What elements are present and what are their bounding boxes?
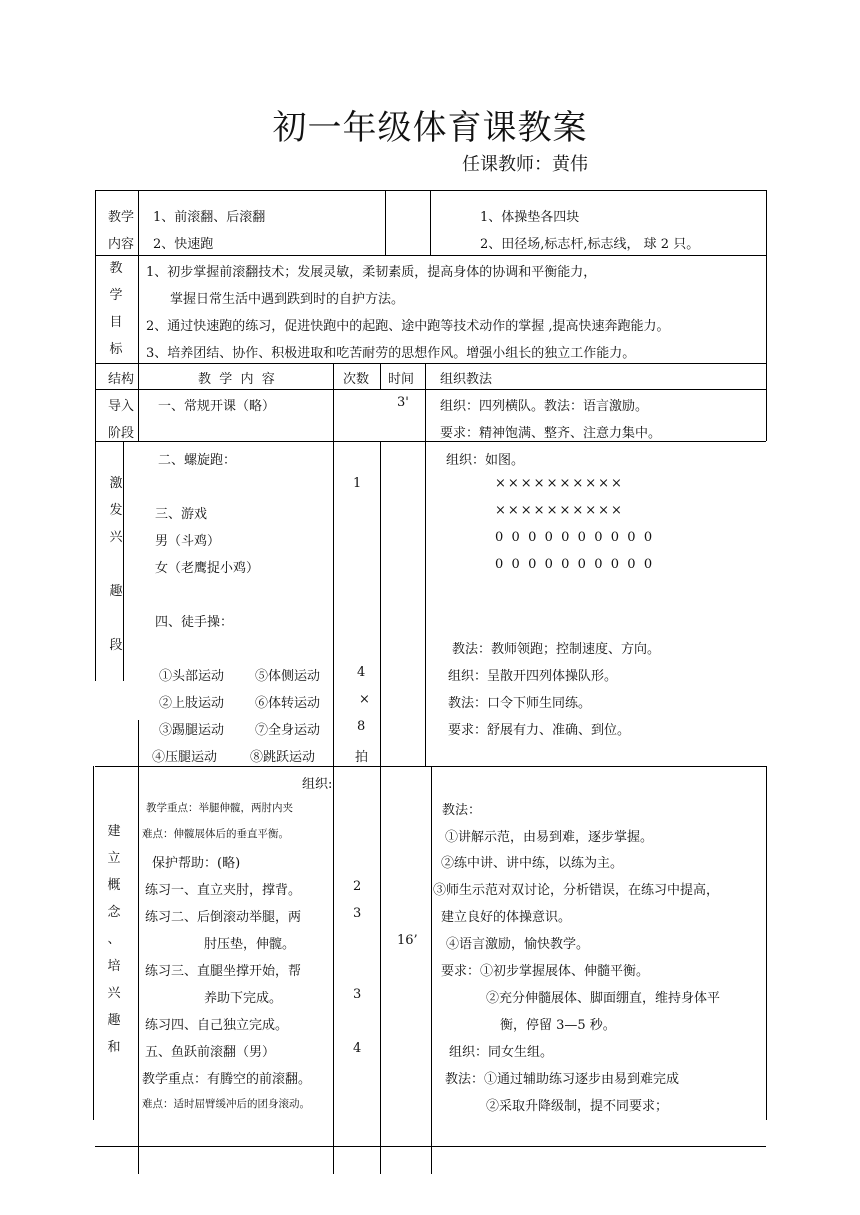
count: × xyxy=(359,692,370,707)
method-line: 组织：同女生组。 xyxy=(449,1045,554,1060)
method-line: 要求：舒展有力、准确、到位。 xyxy=(448,723,631,738)
intro-label-2: 阶段 xyxy=(108,426,135,441)
intro-method: 组织：四列横队。教法：语言激励。 xyxy=(440,399,649,414)
content-item: 2、快速跑 xyxy=(153,237,214,252)
objective-line: 1、初步掌握前滚翻技术；发展灵敏，柔韧素质，提高身体的协调和平衡能力， xyxy=(146,265,597,280)
count: 3 xyxy=(353,906,362,921)
method-line: 组织：呈散开四列体操队形。 xyxy=(448,669,618,684)
warmup-freehand: 四、徒手操： xyxy=(155,615,234,630)
exercise-item: ⑤体侧运动 xyxy=(255,669,321,684)
method-line: 组织：如图。 xyxy=(446,453,525,468)
method-line: 教法： xyxy=(442,803,482,818)
exercise: 练习二、后倒滚动举腿，两 xyxy=(145,910,302,925)
method-line: ②采取升降级制，提不同要求； xyxy=(486,1099,669,1114)
intro-time: 3' xyxy=(397,395,409,410)
method-line: 衡，停留 3—5 秒。 xyxy=(500,1018,616,1033)
protection: 保护帮助：(略) xyxy=(152,856,241,871)
warmup-label: 激 发 兴 趣 段 xyxy=(109,476,123,653)
header-method: 组织教法 xyxy=(440,372,493,387)
objectives-label: 教 学 目 标 xyxy=(109,261,123,357)
warmup-girls: 女（老鹰捉小鸡） xyxy=(155,561,260,576)
exercise-item: ⑧跳跃运动 xyxy=(250,750,316,765)
method-line: ②充分伸髓展体、脚面绷直，维持身体平 xyxy=(486,991,721,1006)
header-structure: 结构 xyxy=(108,372,135,387)
main-org: 组织: xyxy=(302,777,333,792)
method-line: 要求：①初步掌握展体、伸髓平衡。 xyxy=(441,964,650,979)
exercise-item: ⑦全身运动 xyxy=(255,723,321,738)
method-line: ②练中讲、讲中练，以练为主。 xyxy=(441,856,624,871)
exercise-item: ⑥体转运动 xyxy=(255,696,321,711)
method-line: 教法：教师领跑；控制速度、方向。 xyxy=(452,642,661,657)
main-label: 建 立 概 念 、 培 兴 趣 和 xyxy=(107,824,121,1055)
difficulty: 难点：适时屈臂缓冲后的团身滚动。 xyxy=(142,1098,310,1110)
count: 4 xyxy=(357,665,366,680)
header-count: 次数 xyxy=(343,372,370,387)
exercise: 养助下完成。 xyxy=(204,991,283,1006)
count: 2 xyxy=(353,879,362,894)
formation-row: ×××××××××× xyxy=(495,476,624,491)
method-line: ①讲解示范，由易到难，逐步掌握。 xyxy=(445,830,654,845)
exercise: 练习四、自己独立完成。 xyxy=(145,1018,289,1033)
exercise-item: ①头部运动 xyxy=(159,669,225,684)
count: 3 xyxy=(353,987,362,1002)
teacher-name: 任课教师：黄伟 xyxy=(462,154,588,175)
content-label: 教学 xyxy=(108,210,135,225)
method-line: ④语言激励，愉快教学。 xyxy=(446,937,590,952)
exercise-item: ③踢腿运动 xyxy=(159,723,225,738)
header-time: 时间 xyxy=(388,372,415,387)
count: 8 xyxy=(357,719,366,734)
intro-method: 要求：精神饱满、整齐、注意力集中。 xyxy=(440,426,662,441)
content-item: 1、前滚翻、后滚翻 xyxy=(153,210,266,225)
count: 1 xyxy=(353,476,362,491)
formation-row: 0 0 0 0 0 0 0 0 0 0 xyxy=(495,530,653,545)
main-time: 16’ xyxy=(397,933,418,948)
equipment-item: 1、体操垫各四块 xyxy=(480,210,580,225)
formation-row: 0 0 0 0 0 0 0 0 0 0 xyxy=(495,557,653,572)
count: 4 xyxy=(353,1041,362,1056)
intro-content: 一、常规开课（略） xyxy=(158,399,276,414)
warmup-game: 三、游戏 xyxy=(155,507,208,522)
key-point: 教学重点：举腿伸髋，两肘内夹 xyxy=(146,802,293,814)
exercise: 练习一、直立夹肘，撑背。 xyxy=(145,883,302,898)
equipment-item: 2、田径场,标志杆,标志线， 球 2 只。 xyxy=(480,237,700,252)
exercise: 练习三、直腿坐撑开始，帮 xyxy=(145,964,302,979)
method-line: 教法：口令下师生同练。 xyxy=(448,696,592,711)
warmup-spiral: 二、螺旋跑： xyxy=(158,453,237,468)
objective-line: 3、培养团结、协作、积极进取和吃苦耐劳的思想作风。增强小组长的独立工作能力。 xyxy=(146,346,636,361)
exercise: 肘压垫，伸髋。 xyxy=(204,937,296,952)
key-point: 教学重点：有腾空的前滚翻。 xyxy=(142,1072,312,1087)
method-line: 教法：①通过辅助练习逐步由易到难完成 xyxy=(445,1072,680,1087)
content-label-2: 内容 xyxy=(108,237,135,252)
objective-line: 2、通过快速跑的练习，促进快跑中的起跑、途中跑等技术动作的掌握 ,提高快速奔跑能力。 xyxy=(146,319,670,334)
difficulty: 难点：伸髋展体后的垂直平衡。 xyxy=(142,828,289,840)
count: 拍 xyxy=(355,750,369,765)
method-line: 建立良好的体操意识。 xyxy=(441,910,572,925)
method-line: ③师生示范对双讨论，分析错误，在练习中提高， xyxy=(433,883,720,898)
exercise: 五、鱼跃前滚翻（男） xyxy=(145,1045,276,1060)
exercise-item: ②上肢运动 xyxy=(159,696,225,711)
formation-row: ×××××××××× xyxy=(495,503,624,518)
intro-label: 导入 xyxy=(108,399,135,414)
page-title: 初一年级体育课教案 xyxy=(272,108,588,148)
header-content: 教 学 内 容 xyxy=(198,372,275,387)
exercise-item: ④压腿运动 xyxy=(152,750,218,765)
warmup-boys: 男（斗鸡） xyxy=(155,534,221,549)
objective-line: 掌握日常生活中遇到跌到时的自护方法。 xyxy=(170,292,405,307)
